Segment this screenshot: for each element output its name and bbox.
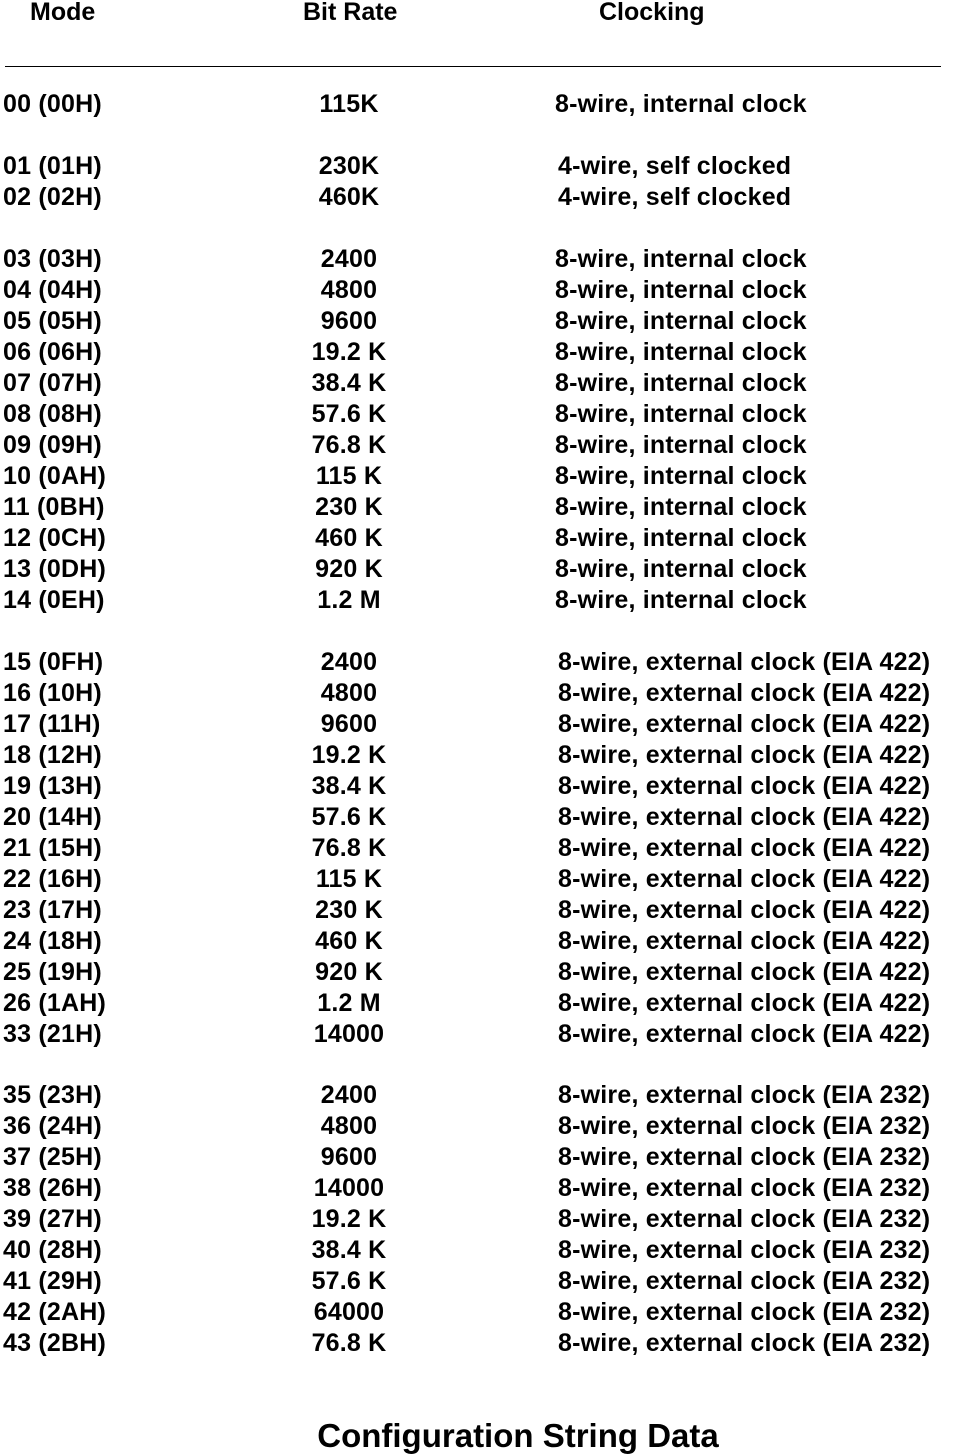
bit-rate-cell: 920 K — [315, 555, 383, 583]
bit-rate-cell: 38.4 K — [311, 369, 387, 397]
clocking-cell: 8-wire, external clock (EIA 422) — [558, 679, 931, 707]
table-row — [0, 244, 969, 275]
table-row — [0, 1173, 969, 1204]
clocking-cell: 8-wire, internal clock — [555, 245, 807, 273]
table-row — [0, 306, 969, 337]
mode-cell: 09 (09H) — [3, 431, 102, 459]
clocking-cell: 8-wire, external clock (EIA 232) — [558, 1081, 931, 1109]
mode-cell: 37 (25H) — [3, 1143, 102, 1171]
table-row — [0, 833, 969, 864]
clocking-cell: 8-wire, internal clock — [555, 307, 807, 335]
mode-cell: 05 (05H) — [3, 307, 102, 335]
table-row — [0, 957, 969, 988]
bit-rate-cell: 115K — [319, 90, 379, 118]
clocking-cell: 8-wire, external clock (EIA 422) — [558, 710, 931, 738]
mode-cell: 41 (29H) — [3, 1267, 102, 1295]
table-row — [0, 926, 969, 957]
clocking-cell: 8-wire, external clock (EIA 422) — [558, 803, 931, 831]
table-row — [0, 151, 969, 182]
mode-cell: 43 (2BH) — [3, 1329, 107, 1357]
mode-cell: 38 (26H) — [3, 1174, 102, 1202]
clocking-cell: 8-wire, internal clock — [555, 276, 807, 304]
caption: Configuration String Data — [317, 1417, 719, 1454]
bit-rate-cell: 4800 — [320, 276, 378, 304]
bit-rate-cell: 38.4 K — [311, 1236, 387, 1264]
bit-rate-cell: 230 K — [315, 896, 383, 924]
mode-cell: 22 (16H) — [3, 865, 102, 893]
clocking-cell: 8-wire, external clock (EIA 422) — [558, 958, 931, 986]
header-mode: Mode — [30, 0, 96, 26]
mode-cell: 17 (11H) — [3, 710, 101, 738]
bit-rate-cell: 230K — [318, 152, 380, 180]
clocking-cell: 8-wire, external clock (EIA 232) — [558, 1174, 931, 1202]
clocking-cell: 8-wire, internal clock — [555, 462, 807, 490]
table-row — [0, 89, 969, 120]
mode-cell: 20 (14H) — [3, 803, 102, 831]
table-row — [0, 1080, 969, 1111]
clocking-cell: 8-wire, external clock (EIA 232) — [558, 1205, 931, 1233]
mode-cell: 19 (13H) — [3, 772, 102, 800]
table-row — [0, 771, 969, 802]
table-row — [0, 740, 969, 771]
header-clocking: Clocking — [599, 0, 705, 26]
clocking-cell: 8-wire, internal clock — [555, 369, 807, 397]
bit-rate-cell: 57.6 K — [311, 1267, 387, 1295]
mode-cell: 04 (04H) — [3, 276, 102, 304]
table-row — [0, 1297, 969, 1328]
clocking-cell: 8-wire, internal clock — [555, 493, 807, 521]
clocking-cell: 8-wire, external clock (EIA 422) — [558, 1020, 931, 1048]
table-row — [0, 647, 969, 678]
bit-rate-cell: 14000 — [313, 1020, 385, 1048]
clocking-cell: 8-wire, internal clock — [555, 555, 807, 583]
mode-cell: 03 (03H) — [3, 245, 102, 273]
mode-cell: 25 (19H) — [3, 958, 102, 986]
clocking-cell: 8-wire, external clock (EIA 232) — [558, 1329, 931, 1357]
clocking-cell: 8-wire, external clock (EIA 422) — [558, 741, 931, 769]
mode-cell: 02 (02H) — [3, 183, 102, 211]
table-row — [0, 275, 969, 306]
clocking-cell: 8-wire, internal clock — [555, 524, 807, 552]
table-row — [0, 523, 969, 554]
table-row — [0, 182, 969, 213]
clocking-cell: 8-wire, external clock (EIA 422) — [558, 865, 931, 893]
bit-rate-cell: 9600 — [320, 1143, 378, 1171]
table-row — [0, 1204, 969, 1235]
mode-cell: 11 (0BH) — [3, 493, 105, 521]
clocking-cell: 8-wire, internal clock — [555, 586, 807, 614]
table-row — [0, 895, 969, 926]
mode-cell: 15 (0FH) — [3, 648, 104, 676]
clocking-cell: 4-wire, self clocked — [558, 183, 792, 211]
bit-rate-cell: 19.2 K — [311, 338, 387, 366]
bit-rate-cell: 38.4 K — [311, 772, 387, 800]
table-row — [0, 1019, 969, 1050]
bit-rate-cell: 4800 — [320, 1112, 378, 1140]
bit-rate-cell: 2400 — [320, 648, 378, 676]
bit-rate-cell: 920 K — [315, 958, 383, 986]
table-row — [0, 802, 969, 833]
clocking-cell: 8-wire, external clock (EIA 422) — [558, 834, 931, 862]
mode-cell: 16 (10H) — [3, 679, 102, 707]
mode-cell: 07 (07H) — [3, 369, 102, 397]
table-row — [0, 554, 969, 585]
bit-rate-cell: 9600 — [320, 307, 378, 335]
bit-rate-cell: 76.8 K — [311, 834, 387, 862]
table-row — [0, 430, 969, 461]
table-row — [0, 988, 969, 1019]
table-row — [0, 864, 969, 895]
mode-cell: 39 (27H) — [3, 1205, 102, 1233]
clocking-cell: 8-wire, internal clock — [555, 431, 807, 459]
table-row — [0, 492, 969, 523]
bit-rate-cell: 230 K — [315, 493, 383, 521]
bit-rate-cell: 76.8 K — [311, 431, 387, 459]
mode-cell: 08 (08H) — [3, 400, 102, 428]
clocking-cell: 4-wire, self clocked — [558, 152, 792, 180]
mode-cell: 06 (06H) — [3, 338, 102, 366]
mode-cell: 35 (23H) — [3, 1081, 102, 1109]
bit-rate-cell: 9600 — [320, 710, 378, 738]
clocking-cell: 8-wire, external clock (EIA 232) — [558, 1112, 931, 1140]
clocking-cell: 8-wire, internal clock — [555, 338, 807, 366]
mode-cell: 01 (01H) — [3, 152, 102, 180]
bit-rate-cell: 2400 — [320, 1081, 378, 1109]
bit-rate-cell: 115 K — [315, 865, 383, 893]
bit-rate-cell: 64000 — [313, 1298, 385, 1326]
bit-rate-cell: 1.2 M — [317, 586, 381, 614]
table-row — [0, 461, 969, 492]
mode-cell: 18 (12H) — [3, 741, 102, 769]
mode-cell: 42 (2AH) — [3, 1298, 107, 1326]
mode-cell: 00 (00H) — [3, 90, 102, 118]
table-row — [0, 709, 969, 740]
header-divider — [5, 66, 941, 67]
table-row — [0, 1235, 969, 1266]
clocking-cell: 8-wire, external clock (EIA 422) — [558, 896, 931, 924]
mode-cell: 10 (0AH) — [3, 462, 107, 490]
clocking-cell: 8-wire, external clock (EIA 232) — [558, 1298, 931, 1326]
bit-rate-cell: 19.2 K — [311, 741, 387, 769]
mode-cell: 40 (28H) — [3, 1236, 102, 1264]
mode-cell: 14 (0EH) — [3, 586, 105, 614]
bit-rate-cell: 115 K — [315, 462, 383, 490]
bit-rate-cell: 19.2 K — [311, 1205, 387, 1233]
table-row — [0, 1266, 969, 1297]
bit-rate-cell: 76.8 K — [311, 1329, 387, 1357]
bit-rate-cell: 57.6 K — [311, 803, 387, 831]
clocking-cell: 8-wire, external clock (EIA 422) — [558, 989, 931, 1017]
bit-rate-cell: 14000 — [313, 1174, 385, 1202]
mode-cell: 33 (21H) — [3, 1020, 102, 1048]
mode-cell: 21 (15H) — [3, 834, 102, 862]
bit-rate-cell: 460 K — [315, 524, 383, 552]
table-row — [0, 1328, 969, 1359]
clocking-cell: 8-wire, internal clock — [555, 400, 807, 428]
clocking-cell: 8-wire, external clock (EIA 232) — [558, 1143, 931, 1171]
bit-rate-cell: 57.6 K — [311, 400, 387, 428]
bit-rate-cell: 2400 — [320, 245, 378, 273]
clocking-cell: 8-wire, external clock (EIA 422) — [558, 927, 931, 955]
table-row — [0, 678, 969, 709]
clocking-cell: 8-wire, external clock (EIA 422) — [558, 648, 931, 676]
table-row — [0, 1111, 969, 1142]
clocking-cell: 8-wire, external clock (EIA 422) — [558, 772, 931, 800]
mode-cell: 36 (24H) — [3, 1112, 102, 1140]
mode-cell: 13 (0DH) — [3, 555, 107, 583]
table-row — [0, 337, 969, 368]
bit-rate-cell: 460 K — [315, 927, 383, 955]
mode-cell: 12 (0CH) — [3, 524, 107, 552]
header-bit-rate: Bit Rate — [303, 0, 398, 26]
clocking-cell: 8-wire, internal clock — [555, 90, 807, 118]
mode-cell: 26 (1AH) — [3, 989, 107, 1017]
table-row — [0, 1142, 969, 1173]
bit-rate-cell: 460K — [318, 183, 380, 211]
mode-cell: 23 (17H) — [3, 896, 102, 924]
clocking-cell: 8-wire, external clock (EIA 232) — [558, 1267, 931, 1295]
bit-rate-cell: 1.2 M — [317, 989, 381, 1017]
table-row — [0, 399, 969, 430]
clocking-cell: 8-wire, external clock (EIA 232) — [558, 1236, 931, 1264]
bit-rate-cell: 4800 — [320, 679, 378, 707]
table-row — [0, 368, 969, 399]
table-row — [0, 585, 969, 616]
mode-cell: 24 (18H) — [3, 927, 102, 955]
